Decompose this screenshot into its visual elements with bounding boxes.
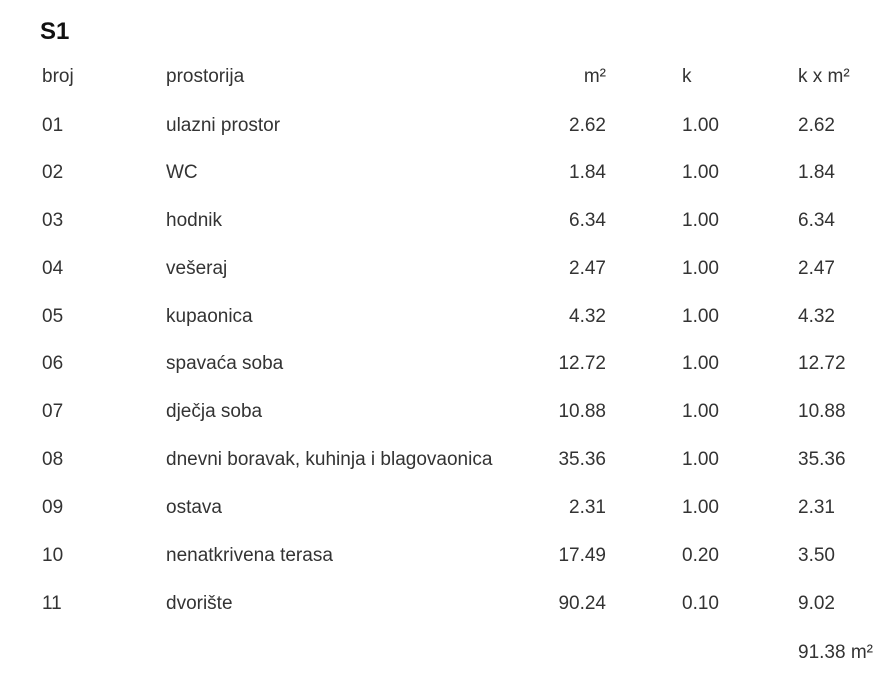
row-km: 3.50 [798, 545, 835, 566]
total-value: 91.38 m² [798, 642, 873, 663]
header-num: broj [42, 66, 74, 87]
row-area: 6.34 [569, 210, 606, 231]
table-row [0, 493, 890, 523]
row-room: nenatkrivena terasa [166, 545, 333, 566]
table-row [0, 111, 890, 141]
row-room: WC [166, 162, 198, 183]
row-k: 0.20 [682, 545, 719, 566]
row-num: 07 [42, 401, 64, 422]
table-row [0, 541, 890, 571]
row-num: 02 [42, 162, 64, 183]
row-k: 1.00 [682, 497, 719, 518]
row-num: 08 [42, 449, 64, 470]
row-num: 06 [42, 353, 64, 374]
row-room: dnevni boravak, kuhinja i blagovaonica [166, 449, 493, 470]
row-area: 4.32 [569, 306, 606, 327]
row-area: 2.47 [569, 258, 606, 279]
row-km: 2.31 [798, 497, 835, 518]
row-area: 17.49 [558, 545, 606, 566]
row-area: 35.36 [558, 449, 606, 470]
table-row [0, 158, 890, 188]
row-k: 1.00 [682, 210, 719, 231]
row-k: 1.00 [682, 353, 719, 374]
row-km: 2.47 [798, 258, 835, 279]
table-row [0, 589, 890, 619]
table-row [0, 397, 890, 427]
page-title: S1 [40, 18, 70, 45]
header-area: m² [583, 66, 606, 87]
row-room: ostava [166, 497, 222, 518]
row-km: 35.36 [798, 449, 846, 470]
row-k: 0.10 [682, 593, 719, 614]
row-num: 11 [42, 593, 62, 614]
row-num: 05 [42, 306, 64, 327]
row-num: 04 [42, 258, 64, 279]
row-area: 12.72 [558, 353, 606, 374]
row-room: vešeraj [166, 258, 228, 279]
row-num: 01 [42, 115, 64, 136]
row-km: 4.32 [798, 306, 835, 327]
row-room: dvorište [166, 593, 233, 614]
row-km: 9.02 [798, 593, 835, 614]
row-room: spavaća soba [166, 353, 284, 374]
row-room: ulazni prostor [166, 115, 281, 136]
row-num: 03 [42, 210, 64, 231]
table-row [0, 302, 890, 332]
row-area: 90.24 [558, 593, 606, 614]
row-km: 12.72 [798, 353, 846, 374]
row-k: 1.00 [682, 306, 719, 327]
row-km: 10.88 [798, 401, 846, 422]
header-room: prostorija [166, 66, 245, 87]
header-km: k x m² [798, 66, 850, 87]
row-km: 2.62 [798, 115, 835, 136]
row-k: 1.00 [682, 162, 719, 183]
table-row [0, 206, 890, 236]
row-area: 2.62 [569, 115, 606, 136]
row-k: 1.00 [682, 449, 719, 470]
table-header [0, 62, 890, 92]
row-area: 2.31 [569, 497, 606, 518]
row-k: 1.00 [682, 115, 719, 136]
row-room: hodnik [166, 210, 222, 231]
row-num: 09 [42, 497, 64, 518]
row-km: 6.34 [798, 210, 835, 231]
row-area: 1.84 [569, 162, 606, 183]
row-km: 1.84 [798, 162, 835, 183]
header-k: k [682, 66, 692, 87]
table-row [0, 445, 890, 475]
row-k: 1.00 [682, 401, 719, 422]
row-room: dječja soba [166, 401, 263, 422]
row-area: 10.88 [558, 401, 606, 422]
table-row [0, 254, 890, 284]
row-room: kupaonica [166, 306, 253, 327]
row-num: 10 [42, 545, 64, 566]
table-row [0, 349, 890, 379]
row-k: 1.00 [682, 258, 719, 279]
